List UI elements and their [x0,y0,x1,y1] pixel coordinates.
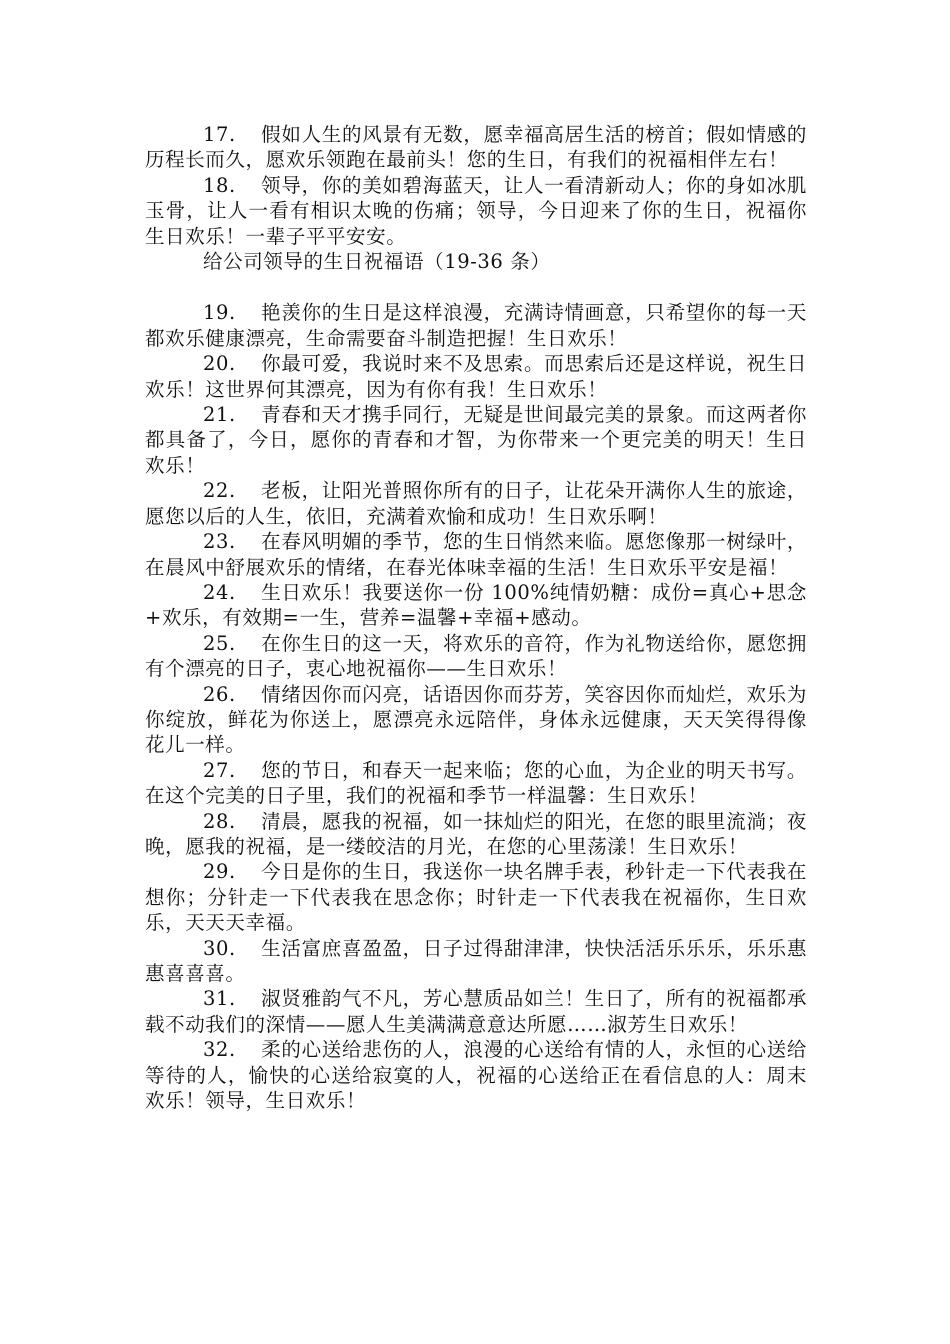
blessing-paragraph [145,300,807,351]
item-number: 32. [203,1038,236,1062]
item-text: 艳羡你的生日是这样浪漫，充满诗情画意，只希望你的每一天都欢乐健康漂亮，生命需要奋斗制造把握！生日欢乐！ [145,301,807,350]
document-body [145,122,807,1113]
item-number: 23. [203,530,236,554]
blessing-paragraph [145,936,807,987]
item-text: 淑贤雅韵气不凡，芳心慧质品如兰！生日了，所有的祝福都承载不动我们的深情——愿人生美满满意意达所愿……淑芳生日欢乐！ [145,987,807,1036]
item-text: 生日欢乐！我要送你一份 100%纯情奶糖：成份=真心+思念+欢乐，有效期=一生，营养=温馨+幸福+感动。 [145,580,807,630]
item-text: 在春风明媚的季节，您的生日悄然来临。愿您像那一树绿叶，在晨风中舒展欢乐的情绪，在春光体味幸福的生活！生日欢乐平安是福！ [145,530,807,579]
item-number: 17. [203,123,236,146]
item-number: 28. [203,809,236,833]
blessing-paragraph [145,478,807,529]
blessing-paragraph [145,529,807,580]
item-number: 24. [203,580,236,604]
item-text: 你最可爱，我说时来不及思索。而思索后还是这样说，祝生日欢乐！这世界何其漂亮，因为有你有我！生日欢乐！ [145,352,807,401]
item-number: 21. [203,403,236,427]
blessing-paragraph [145,809,807,860]
blessing-paragraph [145,986,807,1037]
blessing-paragraph [145,122,807,173]
item-text: 青春和天才携手同行，无疑是世间最完美的景象。而这两者你都具备了，今日，愿你的青春和才智，为你带来一个更完美的明天！生日欢乐！ [145,403,807,477]
item-number: 25. [203,631,236,655]
blessing-paragraph [145,1037,807,1113]
blessing-paragraph [145,351,807,402]
item-number: 29. [203,860,236,884]
item-text: 假如人生的风景有无数，愿幸福高居生活的榜首；假如情感的历程长而久，愿欢乐领跑在最前头！您的生日，有我们的祝福相伴左右！ [145,123,807,172]
item-text: 老板，让阳光普照你所有的日子，让花朵开满你人生的旅途，愿您以后的人生，依旧，充满着欢愉和成功！生日欢乐啊！ [145,479,807,528]
item-number: 20. [203,352,236,376]
blessing-paragraph [145,682,807,758]
item-text: 您的节日，和春天一起来临；您的心血，为企业的明天书写。在这个完美的日子里，我们的祝福和季节一样温馨：生日欢乐！ [145,758,807,808]
item-text: 领导，你的美如碧海蓝天，让人一看清新动人；你的身如冰肌玉骨，让人一看有相识太晚的伤痛；领导，今日迎来了你的生日，祝福你生日欢乐！一辈子平平安安。 [145,173,807,248]
blessing-paragraph [145,402,807,478]
item-text: 清晨，愿我的祝福，如一抹灿烂的阳光，在您的眼里流淌；夜晚，愿我的祝福，是一缕皎洁的月光，在您的心里荡漾！生日欢乐！ [145,809,807,858]
blessing-paragraph [145,859,807,935]
item-text: 在你生日的这一天，将欢乐的音符，作为礼物送给你，愿您拥有个漂亮的日子，衷心地祝福你——生日欢乐！ [145,631,807,681]
item-number: 18. [203,173,236,197]
blessing-paragraph [145,580,807,631]
blessing-paragraph [145,758,807,809]
item-number: 30. [203,936,236,960]
item-number: 26. [203,682,236,706]
item-number: 19. [203,301,236,325]
item-text: 今日是你的生日，我送你一块名牌手表，秒针走一下代表我在想你；分针走一下代表我在思念你；时针走一下代表我在祝福你，生日欢乐，天天天幸福。 [145,860,807,935]
item-number: 22. [203,479,236,503]
blessing-list-a [145,122,807,249]
item-text: 情绪因你而闪亮，话语因你而芬芳，笑容因你而灿烂，欢乐为你绽放，鲜花为你送上，愿漂亮永远陪伴，身体永远健康，天天笑得得像花儿一样。 [145,682,807,757]
item-number: 31. [203,987,236,1011]
blessing-paragraph [145,173,807,249]
section-title: 给公司领导的生日祝福语（19-36 条） [203,250,551,274]
item-number: 27. [203,758,236,782]
item-text: 生活富庶喜盈盈，日子过得甜津津，快快活活乐乐乐，乐乐惠惠喜喜喜。 [145,936,807,985]
blessing-list-b [145,300,807,1113]
item-text: 柔的心送给悲伤的人，浪漫的心送给有情的人，永恒的心送给等待的人，愉快的心送给寂寞的人，祝福的心送给正在看信息的人：周末欢乐！领导，生日欢乐！ [145,1038,807,1113]
blessing-paragraph [145,631,807,682]
